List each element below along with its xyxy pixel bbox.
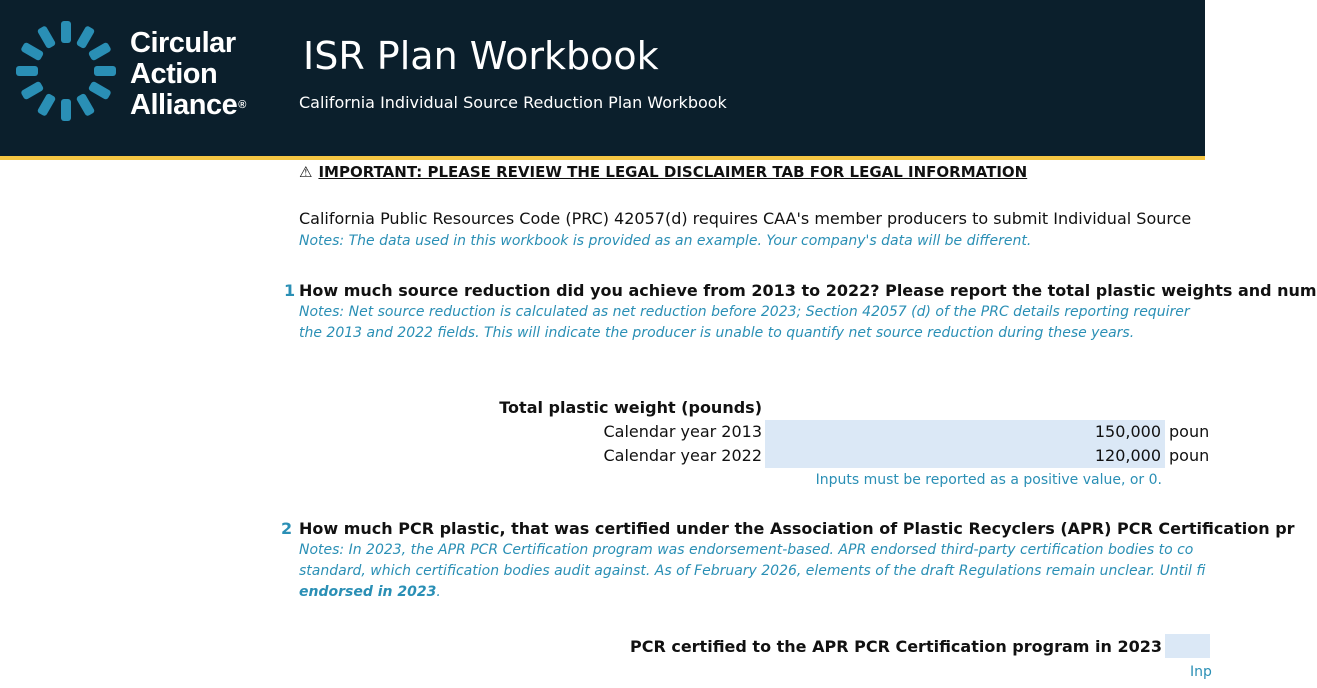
brand-line-1: Circular xyxy=(130,27,236,59)
question-1-text: How much source reduction did you achieve from 2013 to 2022? Please report the total plastic weights and num xyxy=(299,281,1317,300)
intro-note: Notes: The data used in this workbook is provided as an example. Your company's data will be different. xyxy=(299,233,1032,249)
registered-mark: ® xyxy=(238,99,246,111)
question-2-text: How much PCR plastic, that was certified under the Association of Plastic Recyclers (APR) PCR Certification pr xyxy=(299,519,1295,538)
app-header xyxy=(0,0,1205,156)
unit-label-2013: poun xyxy=(1169,422,1210,441)
page-title: ISR Plan Workbook xyxy=(303,34,659,78)
question-1-number: 1 xyxy=(284,281,296,300)
warning-triangle-icon: ⚠ xyxy=(299,163,313,181)
question-1-note-line-1: Notes: Net source reduction is calculated as net reduction before 2023; Section 42057 (d) of the PRC details reporting requirer xyxy=(299,304,1190,320)
circular-action-alliance-logo-icon xyxy=(16,18,116,124)
brand-wordmark xyxy=(130,28,246,121)
row-label-2013: Calendar year 2013 xyxy=(603,422,762,441)
unit-label-2022: poun xyxy=(1169,446,1210,465)
weight-2022-input[interactable]: 120,000 xyxy=(765,444,1165,468)
accent-stripe xyxy=(0,156,1205,160)
brand-line-2: Action xyxy=(130,58,218,90)
question-1-note-line-2: the 2013 and 2022 fields. This will indicate the producer is unable to quantify net source reduction during these years. xyxy=(299,325,1135,341)
pcr-input-hint: Inp xyxy=(1190,664,1212,680)
intro-text: California Public Resources Code (PRC) 42057(d) requires CAA's member producers to submit Individual Source xyxy=(299,209,1192,228)
input-hint: Inputs must be reported as a positive value, or 0. xyxy=(815,472,1162,488)
legal-disclaimer-link[interactable] xyxy=(299,163,1027,181)
table-heading: Total plastic weight (pounds) xyxy=(499,398,762,417)
pcr-certified-input[interactable] xyxy=(1165,634,1210,658)
question-2-note-period: . xyxy=(436,584,441,600)
page-subtitle: California Individual Source Reduction Plan Workbook xyxy=(299,93,727,112)
brand-line-3: Alliance xyxy=(130,89,238,121)
warning-text: IMPORTANT: PLEASE REVIEW THE LEGAL DISCLAIMER TAB FOR LEGAL INFORMATION xyxy=(318,163,1028,181)
pcr-field-label: PCR certified to the APR PCR Certification program in 2023 xyxy=(629,637,1162,656)
question-2-note-line-2: standard, which certification bodies audit against. As of February 2026, elements of the draft Regulations remain unclear. Until fi xyxy=(299,563,1206,579)
row-label-2022: Calendar year 2022 xyxy=(603,446,762,465)
question-2-note-emphasis: endorsed in 2023 xyxy=(299,584,437,600)
weight-2013-input[interactable]: 150,000 xyxy=(765,420,1165,444)
question-2-note-line-3 xyxy=(299,584,441,600)
question-2-note-line-1: Notes: In 2023, the APR PCR Certification program was endorsement-based. APR endorsed third-party certification bodies to co xyxy=(299,542,1194,558)
question-2-number: 2 xyxy=(281,519,293,538)
